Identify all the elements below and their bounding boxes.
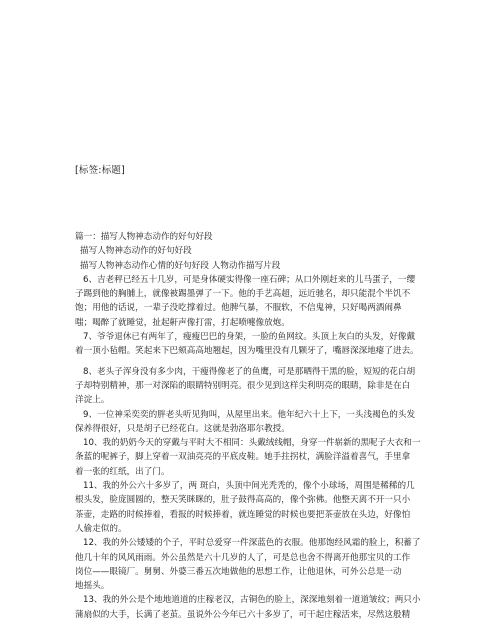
subheading: 描写人物神态动作心情的好句好段 人物动作描写片段 (80, 260, 281, 271)
paragraph-line: 8、老头子浑身没有多少肉，干瘦得像老了的鱼鹰，可是那晒得干黑的脸，短短的花白胡 (83, 366, 416, 377)
paragraph-line: 6、吉老秤已经五十几岁，可是身体硬实得像一座石碑；从口外刚赶来的儿马蛋子，一缨 (83, 274, 416, 285)
paragraph-line: 茶壶，走路的时候捧着，看报的时候捧着，就连睡觉的时候也要把茶壶放在头边，好像怕 (75, 509, 411, 520)
paragraph-line: 保养得很好，只是胡子已经花白。这就是勃洛耶尔教授。 (75, 423, 290, 434)
paragraph-line: 根头发，脸庞圆圆的，整天笑眯眯的，肚子鼓得高高的，像个弥佛。他整天离不开一只小 (75, 495, 411, 506)
tag-line: [标签:标题] (75, 165, 126, 176)
paragraph-line: 子却特别精神，那一对深陷的眼睛特别明亮。很少见到这样尖利明亮的眼睛，除非是在白 (75, 380, 411, 391)
subheading: 描写人物神态动作的好句好段 (80, 246, 192, 257)
paragraph-line: 他几十年的风风雨雨。外公虽然是六十几岁的人了，可是总也舍不得离开他那宝贝的工作 (75, 552, 411, 563)
paragraph-line: 洋淀上。 (75, 395, 110, 406)
section-heading: 篇一：描写人物神态动作的好句好段 (75, 232, 213, 242)
paragraph-line: 着一张的红纸，出了门。 (75, 466, 170, 477)
paragraph-line: 11、我的外公六十多岁了，两 斑白，头顶中间光秃秃的，像个小球场，周围是稀稀的几 (83, 481, 415, 492)
paragraph-line: 10、我的奶奶今天的穿戴与平时大不相同：头戴绒线帽，身穿一件崭新的黑呢子大衣和一 (83, 438, 421, 449)
paragraph-line: 地摇头。 (75, 581, 110, 592)
paragraph-line: 条蓝的呢裤子，脚上穿着一双油亮亮的平底皮鞋。她手拄拐杖，满脸洋溢着喜气，手里拿 (75, 452, 411, 463)
paragraph-line: 岗位——眼镜厂。舅舅、外婆三番五次地做他的思想工作，让他退休，可外公总是一动 (75, 566, 402, 577)
paragraph-line: 着一顶小毡帽。笑起来下巴颏高高地翘起，因为嘴里没有几颗牙了，嘴唇深深地瘪了进去。 (75, 346, 419, 357)
paragraph-line: 饱；用他的话说，一辈子没吃撑着过。他脾气暴，不服软，不信鬼神，只好喝两酒闹鼻 (75, 303, 402, 314)
paragraph-line: 蒲扇似的大手，长满了老茧。虽说外公今年已六十多岁了，可干起庄稼活来，尽然这般精 (75, 609, 411, 620)
paragraph-line: 人偷走似的。 (75, 523, 127, 534)
paragraph-line: 7、爷爷退休已有两年了，瘦瘦巴巴的身架，一脸的鱼网纹。头顶上灰白的头发，好像戴 (83, 332, 416, 343)
paragraph-line: 12、我的外公矮矮的个子，平时总爱穿一件深蓝色的衣服。他那饱经风霜的脸上，积蓄了 (83, 538, 421, 549)
paragraph-line: 子踢到他的胸脯上，就像被踢墨弹了一下。他的手艺高超，远近驰名，却只能混个半饥不 (75, 289, 411, 300)
document-body (75, 230, 423, 622)
paragraph-line: 13、我的外公是个地地道道的庄稼老汉，古铜色的脸上，深深地刻着一道道皱纹；两只小 (83, 595, 421, 606)
paragraph-line: 嗤；喝醉了就睡觉，扯起鼾声像打雷，打起喷嚏像放炮。 (75, 317, 290, 328)
paragraph-line: 9、一位神采奕奕的胖老头听见狗叫，从屋里出来。他年纪六十上下，一头浅褐色的头发 (83, 409, 416, 420)
